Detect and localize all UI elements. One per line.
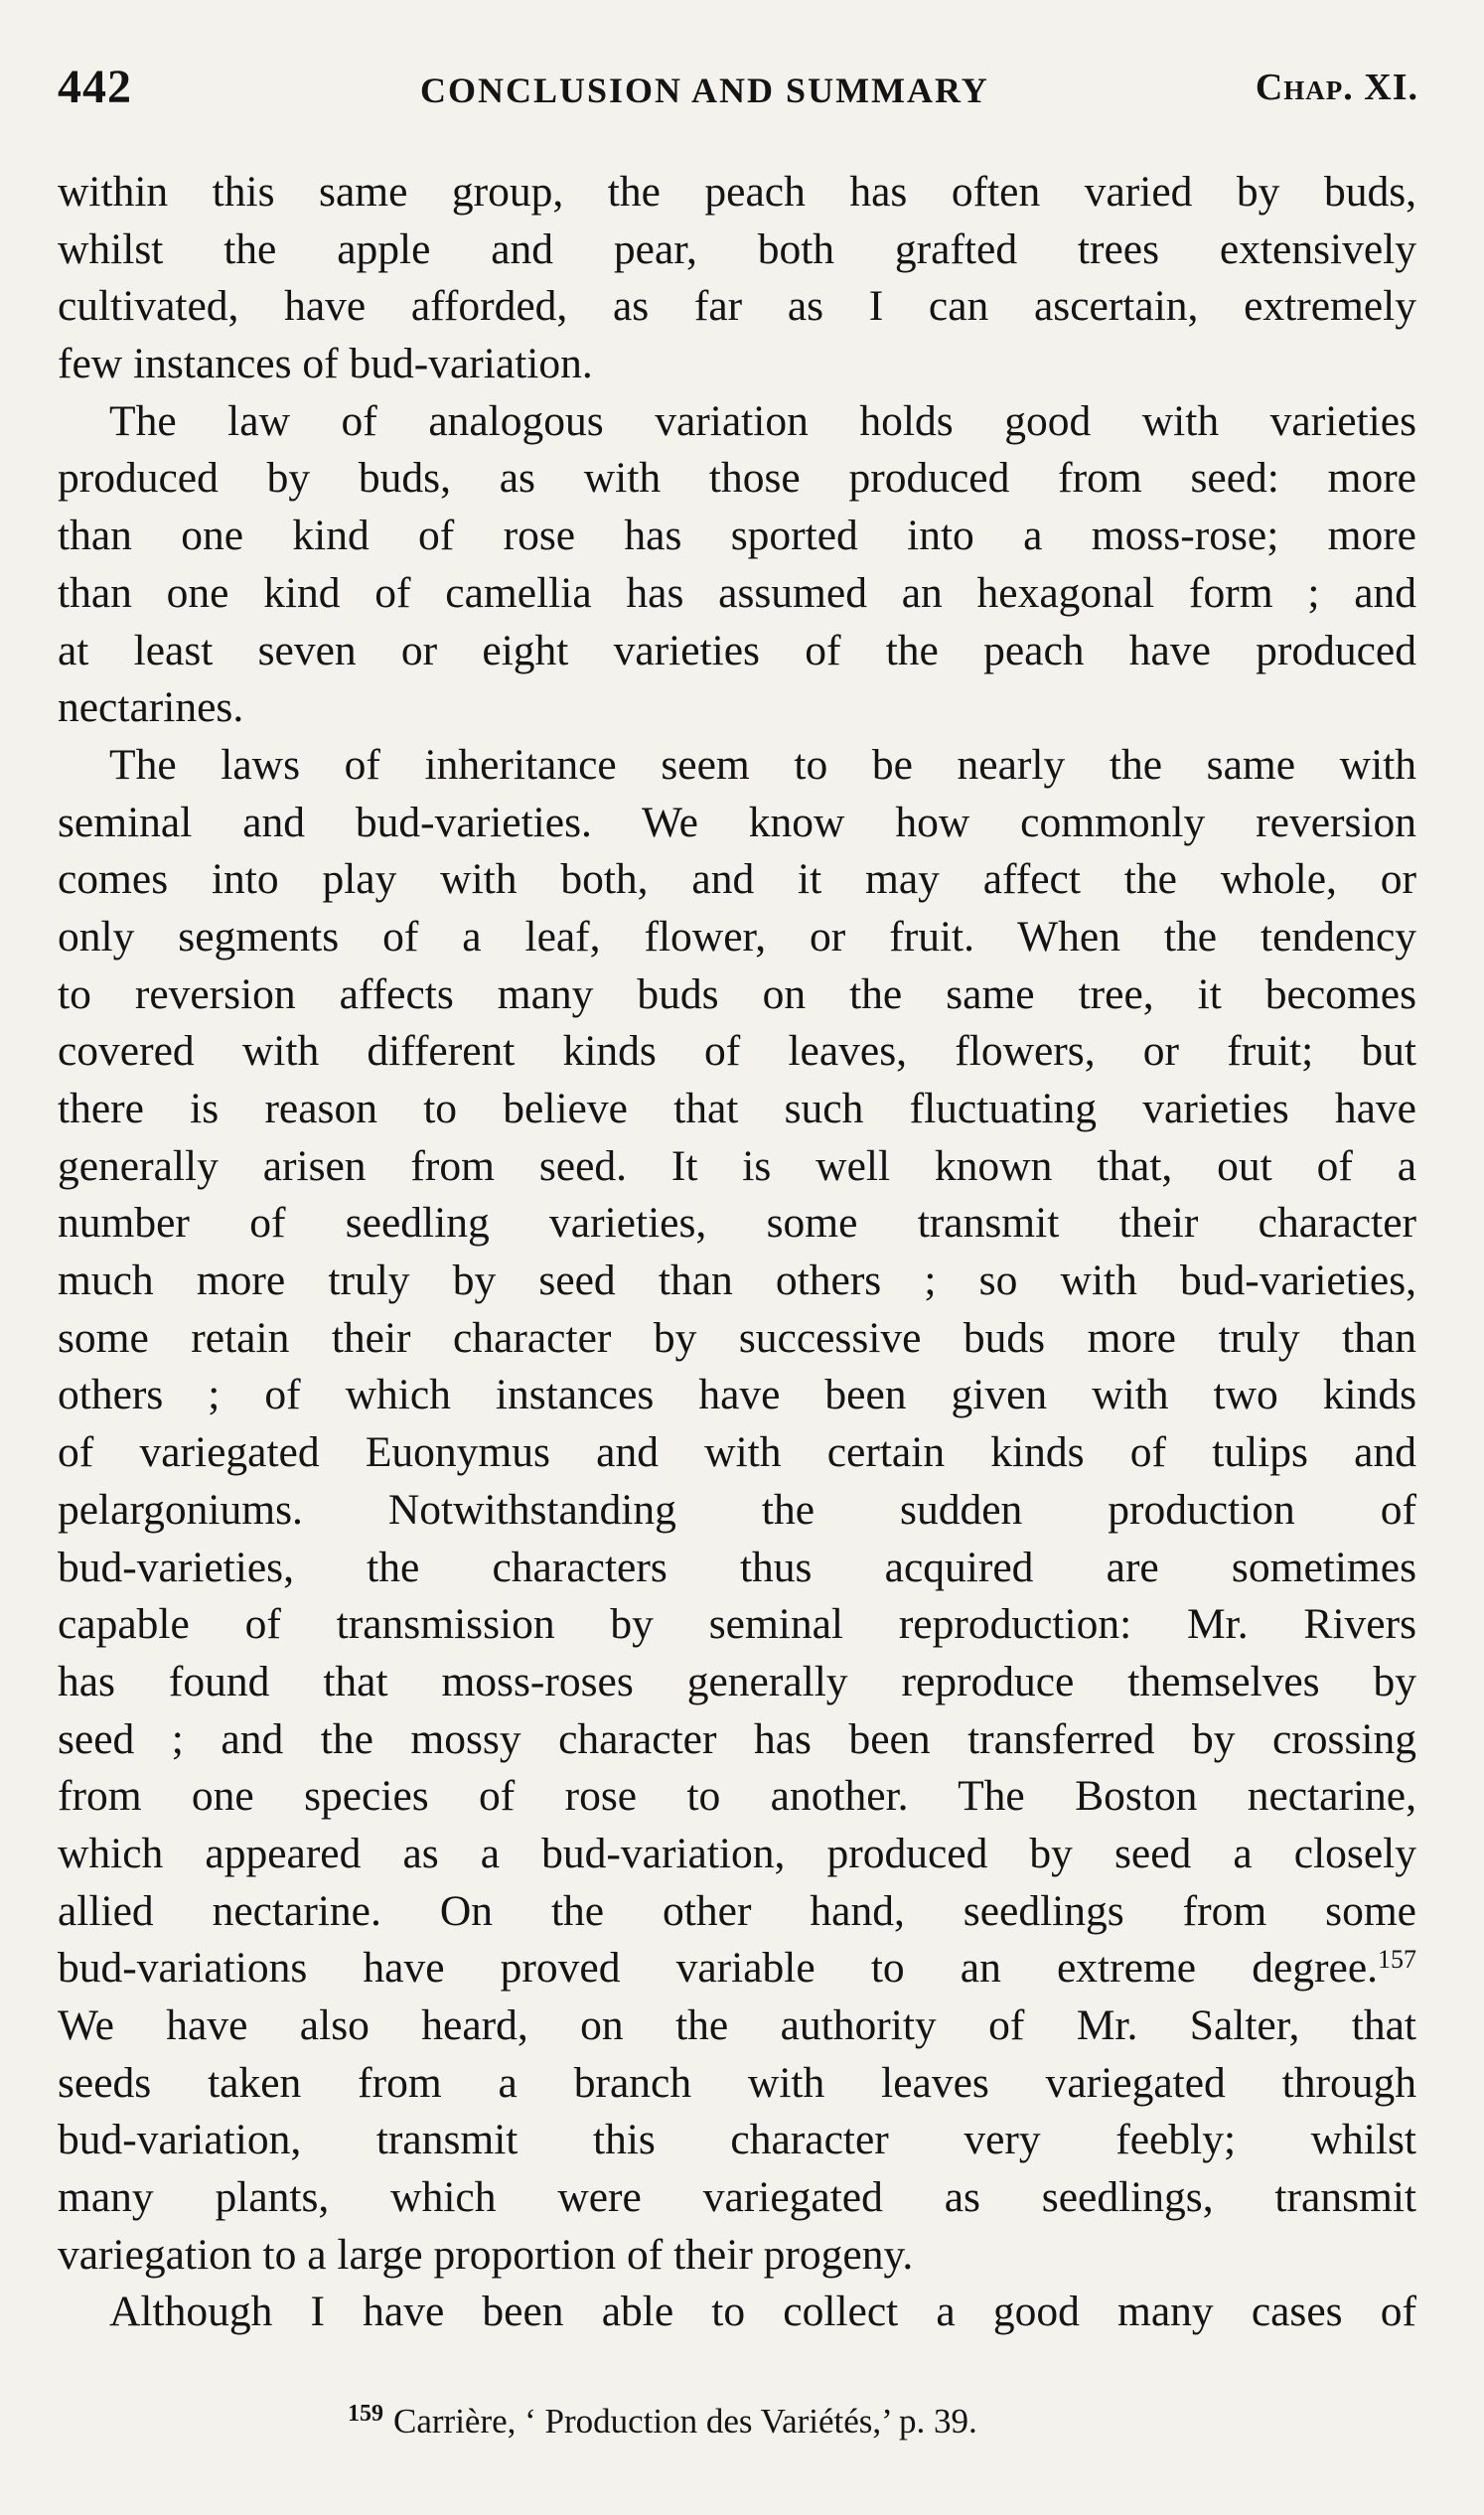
paragraph-start-line: Although I have been able to collect a good many cases of <box>109 2288 1416 2336</box>
text-line: at least seven or eight varieties of the peach have produced <box>58 626 1416 674</box>
page-number: 442 <box>58 61 132 113</box>
body-text <box>58 164 1416 2341</box>
text-line: bud-variation, transmit this character very feebly; whilst <box>58 2116 1416 2164</box>
text-line: others ; of which instances have been given with two kinds <box>58 1371 1416 1419</box>
text-line: few instances of bud-variation. <box>58 340 593 388</box>
text-line: only segments of a leaf, flower, or fruit. When the tendency <box>58 912 1416 961</box>
text-line: of variegated Euonymus and with certain kinds of tulips and <box>58 1428 1416 1477</box>
running-title: CONCLUSION AND SUMMARY <box>420 71 989 110</box>
text-line: variegation to a large proportion of their progeny. <box>58 2230 914 2279</box>
text-line: allied nectarine. On the other hand, seedlings from some <box>58 1886 1416 1935</box>
text-line: than one kind of rose has sported into a moss-rose; more <box>58 512 1416 560</box>
footnote-number: 159 <box>348 2401 383 2427</box>
text-line: covered with different kinds of leaves, flowers, or fruit; but <box>58 1027 1416 1076</box>
text-line: much more truly by seed than others ; so with bud-varieties, <box>58 1257 1416 1305</box>
text-line: many plants, which were variegated as seedlings, transmit <box>58 2173 1416 2222</box>
text-line: produced by buds, as with those produced from seed: more <box>58 454 1416 503</box>
footnote-reference: 157 <box>1378 1945 1416 1975</box>
text-line: nectarines. <box>58 683 244 732</box>
text-line: capable of transmission by seminal reproduction: Mr. Rivers <box>58 1600 1416 1649</box>
paragraph-start-line: The laws of inheritance seem to be nearly the same with <box>109 740 1416 789</box>
text-line: within this same group, the peach has often varied by buds, <box>58 168 1416 216</box>
text-line: from one species of rose to another. The Boston nectarine, <box>58 1772 1416 1821</box>
text-line: seed ; and the mossy character has been transferred by crossing <box>58 1714 1416 1763</box>
text-line: has found that moss-roses generally reproduce themselves by <box>58 1657 1416 1705</box>
text-line: comes into play with both, and it may affect the whole, or <box>58 855 1416 904</box>
text-line: cultivated, have afforded, as far as I can ascertain, extremely <box>58 282 1416 331</box>
text-line: seeds taken from a branch with leaves variegated through <box>58 2058 1416 2107</box>
running-head <box>58 60 1418 119</box>
text-line: number of seedling varieties, some transmit their character <box>58 1199 1416 1248</box>
chapter-label: Chap. XI. <box>1255 67 1418 108</box>
text-segment: bud-variations have proved variable to an extreme degree. <box>58 1944 1378 1993</box>
text-line-with-footnote-ref <box>58 1940 1416 1997</box>
footnote-text: Carrière, ‘ Production des Variétés,’ p. 39. <box>393 2402 977 2441</box>
paragraph-start-line: The law of analogous variation holds good with varieties <box>109 396 1416 445</box>
text-line: We have also heard, on the authority of Mr. Salter, that <box>58 2001 1416 2049</box>
text-line: there is reason to believe that such fluctuating varieties have <box>58 1085 1416 1132</box>
text-line: bud-varieties, the characters thus acquired are sometimes <box>58 1543 1416 1591</box>
text-line: seminal and bud-varieties. We know how commonly reversion <box>58 798 1416 846</box>
text-line: whilst the apple and pear, both grafted trees extensively <box>58 224 1416 273</box>
text-line: generally arisen from seed. It is well known that, out of a <box>58 1141 1416 1190</box>
text-line: which appeared as a bud-variation, produced by seed a closely <box>58 1829 1416 1877</box>
text-line: than one kind of camellia has assumed an hexagonal form ; and <box>58 568 1416 617</box>
text-line: to reversion affects many buds on the same tree, it becomes <box>58 969 1416 1018</box>
text-line: pelargoniums. Notwithstanding the sudden production of <box>58 1485 1416 1534</box>
text-line: some retain their character by successive buds more truly than <box>58 1313 1416 1362</box>
footnote <box>348 2402 977 2441</box>
